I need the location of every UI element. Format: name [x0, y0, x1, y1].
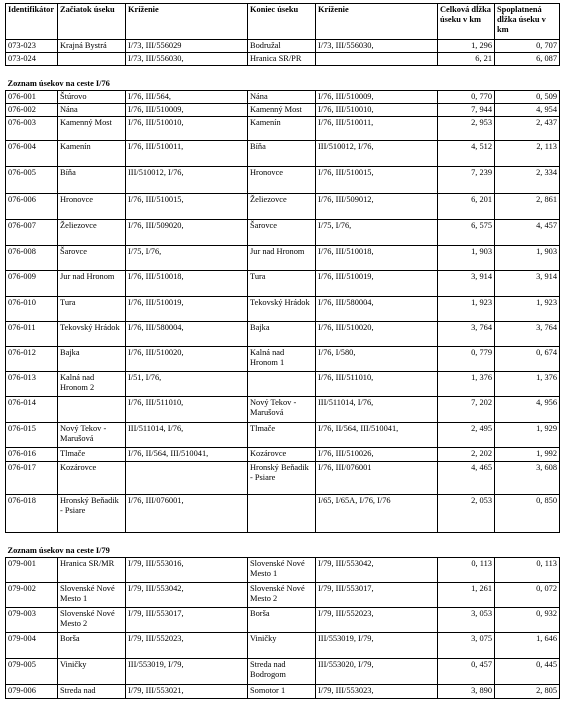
table-row: [6, 495, 560, 533]
length-cell: 6, 087: [495, 53, 560, 66]
section-heading: Zoznam úsekov na ceste I/79: [6, 533, 560, 558]
table-row: [6, 40, 560, 53]
table-cell: Slovenské Nové Mesto 2: [58, 608, 126, 633]
section-id-cell: 076-005: [6, 167, 58, 194]
table-cell: I/73, III/556030,: [126, 53, 248, 66]
table-cell: III/553019, I/79,: [126, 659, 248, 685]
table-cell: I/76, III/510015,: [126, 194, 248, 220]
table-cell: I/76, III/076001,: [126, 495, 248, 533]
table-cell: I/79, III/552023,: [126, 633, 248, 659]
table-cell: Šarovce: [58, 246, 126, 271]
length-cell: 2, 202: [438, 448, 495, 462]
header-cell: Celková dĺžka úseku v km: [438, 4, 495, 40]
table-cell: I/76, III/510020,: [126, 347, 248, 372]
length-cell: 2, 053: [438, 495, 495, 533]
table-cell: Streda nad Bodrogom: [248, 659, 316, 685]
section-id-cell: 076-015: [6, 423, 58, 448]
table-cell: Somotor 1: [248, 685, 316, 699]
length-cell: 0, 932: [495, 608, 560, 633]
table-row: [6, 117, 560, 141]
length-cell: 3, 075: [438, 633, 495, 659]
table-cell: [58, 53, 126, 66]
table-cell: Kozárovce: [248, 448, 316, 462]
table-cell: I/79, III/553017,: [316, 583, 438, 608]
table-body: [6, 40, 560, 699]
table-cell: I/76, III/510010,: [316, 104, 438, 117]
table-cell: I/76, III/510011,: [126, 141, 248, 167]
table-cell: Tlmače: [248, 423, 316, 448]
table-cell: I/76, III/510010,: [126, 117, 248, 141]
table-cell: I/76, III/511010,: [126, 397, 248, 423]
table-cell: I/79, III/552023,: [316, 608, 438, 633]
table-row: [6, 141, 560, 167]
table-cell: I/79, III/553042,: [126, 583, 248, 608]
length-cell: 0, 770: [438, 91, 495, 104]
section-id-cell: 079-002: [6, 583, 58, 608]
section-id-cell: 079-006: [6, 685, 58, 699]
table-row: [6, 271, 560, 297]
table-cell: Kamenný Most: [248, 104, 316, 117]
table-cell: I/76, III/510011,: [316, 117, 438, 141]
table-row: [6, 448, 560, 462]
section-id-cell: 076-004: [6, 141, 58, 167]
table-cell: I/79, III/553023,: [316, 685, 438, 699]
table-cell: I/76, III/510018,: [316, 246, 438, 271]
table-cell: Slovenské Nové Mesto 1: [248, 558, 316, 583]
table-cell: III/511014, I/76,: [316, 397, 438, 423]
table-cell: Kamenín: [248, 117, 316, 141]
table-cell: I/65, I/65A, I/76, I/76: [316, 495, 438, 533]
section-id-cell: 076-017: [6, 462, 58, 495]
table-cell: I/76, II/564, III/510041,: [316, 423, 438, 448]
table-cell: III/553019, I/79,: [316, 633, 438, 659]
table-cell: Bajka: [58, 347, 126, 372]
length-cell: 0, 674: [495, 347, 560, 372]
table-cell: Hronský Beňadik - Psiare: [248, 462, 316, 495]
length-cell: 3, 764: [438, 322, 495, 347]
length-cell: 1, 296: [438, 40, 495, 53]
section-id-cell: 079-004: [6, 633, 58, 659]
table-cell: I/76, III/510020,: [316, 322, 438, 347]
table-cell: Šarovce: [248, 220, 316, 246]
length-cell: 0, 113: [495, 558, 560, 583]
table-cell: I/79, III/553021,: [126, 685, 248, 699]
section-id-cell: 076-018: [6, 495, 58, 533]
table-cell: [58, 397, 126, 423]
length-cell: 6, 575: [438, 220, 495, 246]
table-row: [6, 462, 560, 495]
section-id-cell: 076-006: [6, 194, 58, 220]
table-row: [6, 104, 560, 117]
table-cell: I/76, III/510026,: [316, 448, 438, 462]
length-cell: 3, 764: [495, 322, 560, 347]
table-cell: Streda nad: [58, 685, 126, 699]
table-cell: Želiezovce: [248, 194, 316, 220]
length-cell: 0, 113: [438, 558, 495, 583]
table-row: [6, 194, 560, 220]
table-cell: Hronovce: [248, 167, 316, 194]
table-cell: I/76, III/510015,: [316, 167, 438, 194]
table-cell: Bíňa: [248, 141, 316, 167]
section-id-cell: 079-005: [6, 659, 58, 685]
table-cell: I/79, III/553042,: [316, 558, 438, 583]
length-cell: 2, 953: [438, 117, 495, 141]
header-row: [6, 4, 560, 40]
table-cell: Borša: [248, 608, 316, 633]
table-cell: I/76, III/510009,: [316, 91, 438, 104]
table-cell: I/75, I/76,: [126, 246, 248, 271]
table-cell: Tlmače: [58, 448, 126, 462]
table-cell: Jur nad Hronom: [58, 271, 126, 297]
table-cell: Nový Tekov - Marušová: [248, 397, 316, 423]
length-cell: 6, 21: [438, 53, 495, 66]
table-cell: Viničky: [58, 659, 126, 685]
length-cell: 0, 072: [495, 583, 560, 608]
table-cell: I/75, I/76,: [316, 220, 438, 246]
table-cell: I/51, I/76,: [126, 372, 248, 397]
table-cell: Kamenný Most: [58, 117, 126, 141]
section-id-cell: 073-024: [6, 53, 58, 66]
length-cell: 1, 992: [495, 448, 560, 462]
length-cell: 1, 923: [495, 297, 560, 322]
table-cell: III/553020, I/79,: [316, 659, 438, 685]
section-id-cell: 076-011: [6, 322, 58, 347]
section-id-cell: 076-010: [6, 297, 58, 322]
table-cell: Nový Tekov - Marušová: [58, 423, 126, 448]
table-row: [6, 167, 560, 194]
length-cell: 2, 495: [438, 423, 495, 448]
table-row: [6, 297, 560, 322]
table-row: [6, 246, 560, 271]
section-id-cell: 076-013: [6, 372, 58, 397]
table-cell: Kalná nad Hronom 2: [58, 372, 126, 397]
section-id-cell: 076-003: [6, 117, 58, 141]
length-cell: 1, 261: [438, 583, 495, 608]
section-id-cell: 076-009: [6, 271, 58, 297]
table-cell: Viničky: [248, 633, 316, 659]
length-cell: 3, 608: [495, 462, 560, 495]
table-cell: Nána: [58, 104, 126, 117]
length-cell: 0, 779: [438, 347, 495, 372]
length-cell: 7, 944: [438, 104, 495, 117]
length-cell: 7, 202: [438, 397, 495, 423]
table-cell: I/76, I/580,: [316, 347, 438, 372]
table-cell: I/76, III/510018,: [126, 271, 248, 297]
length-cell: 2, 334: [495, 167, 560, 194]
table-cell: Borša: [58, 633, 126, 659]
table-cell: Tekovský Hrádok: [58, 322, 126, 347]
table-cell: Bajka: [248, 322, 316, 347]
table-cell: Slovenské Nové Mesto 2: [248, 583, 316, 608]
table-row: [6, 372, 560, 397]
section-id-cell: 076-016: [6, 448, 58, 462]
table-cell: III/510012, I/76,: [316, 141, 438, 167]
table-cell: [126, 462, 248, 495]
header-cell: Kríženie: [316, 4, 438, 40]
header-cell: Koniec úseku: [248, 4, 316, 40]
length-cell: 6, 201: [438, 194, 495, 220]
table-cell: Tura: [248, 271, 316, 297]
section-id-cell: 076-007: [6, 220, 58, 246]
table-cell: I/73, III/556030,: [316, 40, 438, 53]
table-cell: I/73, III/556029: [126, 40, 248, 53]
table-cell: Jur nad Hronom: [248, 246, 316, 271]
length-cell: 4, 465: [438, 462, 495, 495]
table-row: [6, 633, 560, 659]
table-cell: Štúrovo: [58, 91, 126, 104]
header-cell: Spoplatnená dĺžka úseku v km: [495, 4, 560, 40]
table-cell: Želiezovce: [58, 220, 126, 246]
length-cell: 7, 239: [438, 167, 495, 194]
table-cell: Krajná Bystrá: [58, 40, 126, 53]
table-cell: Hronovce: [58, 194, 126, 220]
table-cell: Hronský Beňadik - Psiare: [58, 495, 126, 533]
table-cell: Kozárovce: [58, 462, 126, 495]
table-row: [6, 608, 560, 633]
table-cell: Slovenské Nové Mesto 1: [58, 583, 126, 608]
length-cell: 2, 437: [495, 117, 560, 141]
table-cell: Tura: [58, 297, 126, 322]
length-cell: 1, 929: [495, 423, 560, 448]
table-row: [6, 220, 560, 246]
section-heading-row: [6, 66, 560, 91]
length-cell: 1, 376: [495, 372, 560, 397]
length-cell: 0, 850: [495, 495, 560, 533]
length-cell: 1, 903: [495, 246, 560, 271]
section-id-cell: 076-012: [6, 347, 58, 372]
length-cell: 2, 805: [495, 685, 560, 699]
length-cell: 1, 923: [438, 297, 495, 322]
table-cell: Nána: [248, 91, 316, 104]
table-cell: I/76, III/580004,: [126, 322, 248, 347]
table-cell: I/76, III/509020,: [126, 220, 248, 246]
table-row: [6, 53, 560, 66]
table-cell: I/76, III/510009,: [126, 104, 248, 117]
length-cell: 4, 956: [495, 397, 560, 423]
length-cell: 0, 457: [438, 659, 495, 685]
length-cell: 1, 903: [438, 246, 495, 271]
length-cell: 1, 376: [438, 372, 495, 397]
table-cell: Bíňa: [58, 167, 126, 194]
table-cell: I/79, III/553016,: [126, 558, 248, 583]
section-heading: Zoznam úsekov na ceste I/76: [6, 66, 560, 91]
table-cell: I/76, III/076001: [316, 462, 438, 495]
length-cell: 0, 445: [495, 659, 560, 685]
table-cell: Hranica SR/PR: [248, 53, 316, 66]
length-cell: 4, 457: [495, 220, 560, 246]
table-row: [6, 91, 560, 104]
section-id-cell: 076-001: [6, 91, 58, 104]
table-row: [6, 347, 560, 372]
table-cell: III/510012, I/76,: [126, 167, 248, 194]
table-cell: I/76, III/511010,: [316, 372, 438, 397]
table-row: [6, 659, 560, 685]
table-row: [6, 558, 560, 583]
length-cell: 0, 707: [495, 40, 560, 53]
table-cell: I/76, II/564, III/510041,: [126, 448, 248, 462]
section-id-cell: 076-002: [6, 104, 58, 117]
table-cell: Bodružal: [248, 40, 316, 53]
header-cell: Identifikátor: [6, 4, 58, 40]
section-id-cell: 079-003: [6, 608, 58, 633]
section-id-cell: 076-008: [6, 246, 58, 271]
length-cell: 4, 512: [438, 141, 495, 167]
table-cell: [248, 372, 316, 397]
table-cell: III/511014, I/76,: [126, 423, 248, 448]
table-cell: [316, 53, 438, 66]
section-id-cell: 073-023: [6, 40, 58, 53]
header-cell: Začiatok úseku: [58, 4, 126, 40]
table-row: [6, 583, 560, 608]
length-cell: 2, 113: [495, 141, 560, 167]
length-cell: 0, 509: [495, 91, 560, 104]
length-cell: 1, 646: [495, 633, 560, 659]
table-row: [6, 423, 560, 448]
table-cell: I/76, III/580004,: [316, 297, 438, 322]
length-cell: 3, 914: [438, 271, 495, 297]
table-row: [6, 397, 560, 423]
table-cell: Kamenín: [58, 141, 126, 167]
length-cell: 4, 954: [495, 104, 560, 117]
table-cell: Tekovský Hrádok: [248, 297, 316, 322]
road-sections-table: [5, 3, 560, 699]
table-cell: I/76, III/510019,: [316, 271, 438, 297]
table-cell: Hranica SR/MR: [58, 558, 126, 583]
length-cell: 3, 914: [495, 271, 560, 297]
table-cell: I/76, III/564,: [126, 91, 248, 104]
header-cell: Kríženie: [126, 4, 248, 40]
table-row: [6, 322, 560, 347]
length-cell: 3, 053: [438, 608, 495, 633]
table-cell: [248, 495, 316, 533]
section-heading-row: [6, 533, 560, 558]
length-cell: 3, 890: [438, 685, 495, 699]
table-row: [6, 685, 560, 699]
length-cell: 2, 861: [495, 194, 560, 220]
section-id-cell: 076-014: [6, 397, 58, 423]
table-cell: I/79, III/553017,: [126, 608, 248, 633]
table-cell: I/76, III/509012,: [316, 194, 438, 220]
section-id-cell: 079-001: [6, 558, 58, 583]
table-cell: Kalná nad Hronom 1: [248, 347, 316, 372]
table-cell: I/76, III/510019,: [126, 297, 248, 322]
